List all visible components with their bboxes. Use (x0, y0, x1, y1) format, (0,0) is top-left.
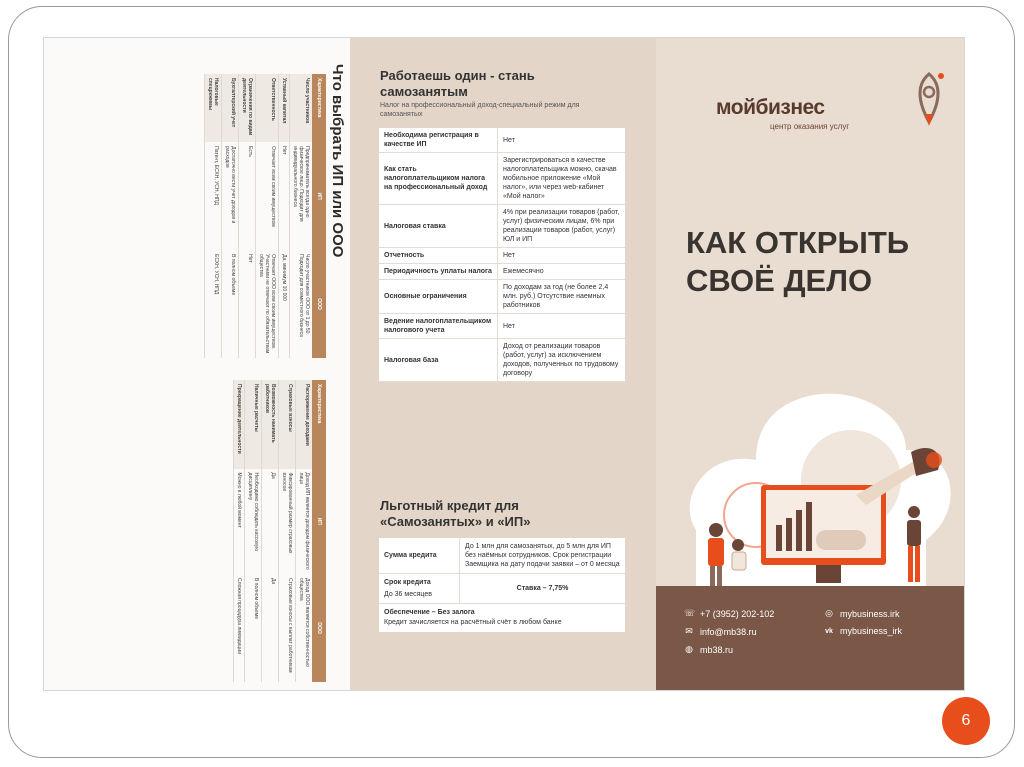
table-row (279, 380, 296, 682)
table-row (222, 74, 239, 358)
contacts-block (656, 586, 964, 690)
instagram-contact: ◎ mybusiness.irk (825, 608, 900, 619)
table-cell: Есть (239, 142, 256, 250)
table-cell: Да (262, 574, 279, 682)
credit-security: Обеспечение – Без залога Кредит зачисляется на расчётный счёт в любом банке (384, 609, 562, 626)
info-value: Нет (498, 128, 626, 153)
table-header-cell: ООО (312, 574, 326, 682)
table-cell: Предприниматель всегда одно физическое лицо. Подходит для индивидуального бизнеса (290, 142, 313, 250)
self-employed-subtitle: Налог на профессиональный доход-специальный режим для самозанятых (380, 102, 580, 118)
info-row (379, 153, 625, 205)
credit-rate: Ставка – 7,75% (516, 585, 569, 592)
table-cell: Прекращение деятельности (234, 380, 245, 469)
table-row (234, 380, 245, 682)
info-row (379, 264, 625, 280)
info-value: Зарегистрироваться в качестве налогоплательщика можно, скачав мобильное приложение «Мой налог», или через web-кабинет «Мой налог» (498, 153, 626, 205)
self-employed-table (379, 128, 625, 382)
info-row (379, 128, 625, 153)
info-row (379, 248, 625, 264)
table-row (239, 74, 256, 358)
phone-icon: ☏ (684, 608, 696, 618)
info-row (379, 280, 625, 314)
vk-icon: vk (825, 627, 833, 635)
mail-icon: ✉ (685, 626, 693, 636)
email-contact: ✉ info@mb38.ru (685, 626, 757, 637)
table-row (262, 380, 279, 682)
info-value: Ежемесячно (498, 264, 626, 280)
brochure-image (44, 38, 964, 690)
comparison-panel (44, 38, 350, 690)
info-value: Нет (498, 314, 626, 339)
table-header-cell: Характеристика (312, 74, 326, 142)
credit-term: Срок кредита До 36 месяцев (379, 574, 460, 603)
table-cell: Наличные расчеты (245, 380, 262, 469)
self-employed-title: Работаешь один - стань самозанятым (380, 68, 535, 99)
info-value: По доходам за год (не более 2,4 млн. руб.) Отсутствие наемных работников (498, 280, 626, 314)
comparison-table-1 (204, 74, 326, 358)
table-cell: Достаточно вести учет доходов и расходов (222, 142, 239, 250)
table-cell: Доход ИП является доходом физического лица (296, 469, 313, 574)
table-header-cell: ООО (312, 250, 326, 358)
credit-box (379, 538, 625, 632)
table-cell: Налоговые спецрежимы (205, 74, 222, 142)
table-row (256, 74, 279, 358)
cover-panel (656, 38, 964, 690)
table-cell: Нет (279, 142, 290, 250)
info-row (379, 205, 625, 248)
info-row (379, 339, 625, 382)
page-number: 6 (942, 697, 990, 745)
table-row (245, 380, 262, 682)
table-cell: Отвечает всем своим имуществом (256, 142, 279, 250)
table-row (279, 74, 290, 358)
table-cell: Уставный капитал (279, 74, 290, 142)
table-cell: Страховые взносы с выплат работникам (279, 574, 296, 682)
info-value: Нет (498, 248, 626, 264)
table-cell: Патент, ЕСХН, УСН, НПД (205, 142, 222, 250)
info-key: Периодичность уплаты налога (379, 264, 498, 280)
table-cell: В полном объеме (245, 574, 262, 682)
table-cell: Можно в любой момент (234, 469, 245, 574)
info-key: Отчетность (379, 248, 498, 264)
table-cell: Число участников ООО от 1 до 50. Подходит для совместного бизнеса (290, 250, 313, 358)
illustration (676, 390, 956, 590)
credit-title: Льготный кредит для «Самозанятых» и «ИП» (380, 498, 531, 529)
table-cell: ЕСХН, УСН, НПД (205, 250, 222, 358)
self-employed-panel (350, 38, 656, 690)
globe-icon: ◍ (685, 644, 693, 654)
table-cell: Ограничения по видам деятельности (239, 74, 256, 142)
table-header-cell: ИП (312, 142, 326, 250)
credit-sum-label: Сумма кредита (379, 538, 460, 573)
table-header-cell: ИП (312, 469, 326, 574)
rocket-pin-icon (911, 70, 947, 130)
info-key: Ведение налогоплательщиком налогового учета (379, 314, 498, 339)
info-value: Доход от реализации товаров (работ, услуг) за исключением доходов, полученных по трудовому договору (498, 339, 626, 382)
table-row (296, 380, 313, 682)
info-key: Основные ограничения (379, 280, 498, 314)
table-cell: В полном объеме (222, 250, 239, 358)
vk-contact: vk mybusiness_irk (825, 626, 903, 636)
table-cell: Бухгалтерский учет (222, 74, 239, 142)
table-cell: Страховые взносы (279, 380, 296, 469)
main-title: КАК ОТКРЫТЬ СВОЁ ДЕЛО (686, 225, 910, 298)
table-row (290, 74, 313, 358)
phone-contact: ☏ +7 (3952) 202-102 (684, 608, 775, 619)
table-header-cell: Характеристика (312, 380, 326, 469)
site-contact: ◍ mb38.ru (685, 644, 734, 655)
table-cell: Доход ООО является собственностью общества (296, 574, 313, 682)
info-row (379, 314, 625, 339)
info-value: 4% при реализации товаров (работ, услуг) физическим лицам, 6% при реализации товаров (работ, услуг) ЮЛ и ИП (498, 205, 626, 248)
table-cell: Возможность нанимать работников (262, 380, 279, 469)
info-key: Налоговая база (379, 339, 498, 382)
instagram-icon: ◎ (825, 608, 833, 618)
table-cell: Ответственность (256, 74, 279, 142)
table-cell: Отвечает ООО всем своим имуществом. Участники не отвечают по обязательствам общества (256, 250, 279, 358)
table-row (205, 74, 222, 358)
table-cell: Сложная процедура ликвидации (234, 574, 245, 682)
table-cell: Необходимо соблюдать кассовую дисциплину (245, 469, 262, 574)
table-cell: Число участников (290, 74, 313, 142)
logo: мойбизнес (716, 96, 825, 119)
table-cell: Нет (239, 250, 256, 358)
table-cell: Распоряжение доходами (296, 380, 313, 469)
info-key: Как стать налогоплательщиком налога на профессиональный доход (379, 153, 498, 205)
table-cell: Да, минимум 10 000 (279, 250, 290, 358)
info-key: Необходима регистрация в качестве ИП (379, 128, 498, 153)
table-cell: Да (262, 469, 279, 574)
credit-sum-value: До 1 млн для самозанятых, до 5 млн для ИП без наёмных сотрудников. Срок регистрации Заемщика на дату подачи заявки – от 0 месяца (465, 543, 620, 568)
logo-subtitle: центр оказания услуг (770, 122, 850, 131)
comparison-table-2 (233, 380, 326, 682)
info-key: Налоговая ставка (379, 205, 498, 248)
comparison-title: Что выбрать ИП или ООО (329, 64, 346, 258)
table-cell: Фиксированный размер страховых взносов (279, 469, 296, 574)
